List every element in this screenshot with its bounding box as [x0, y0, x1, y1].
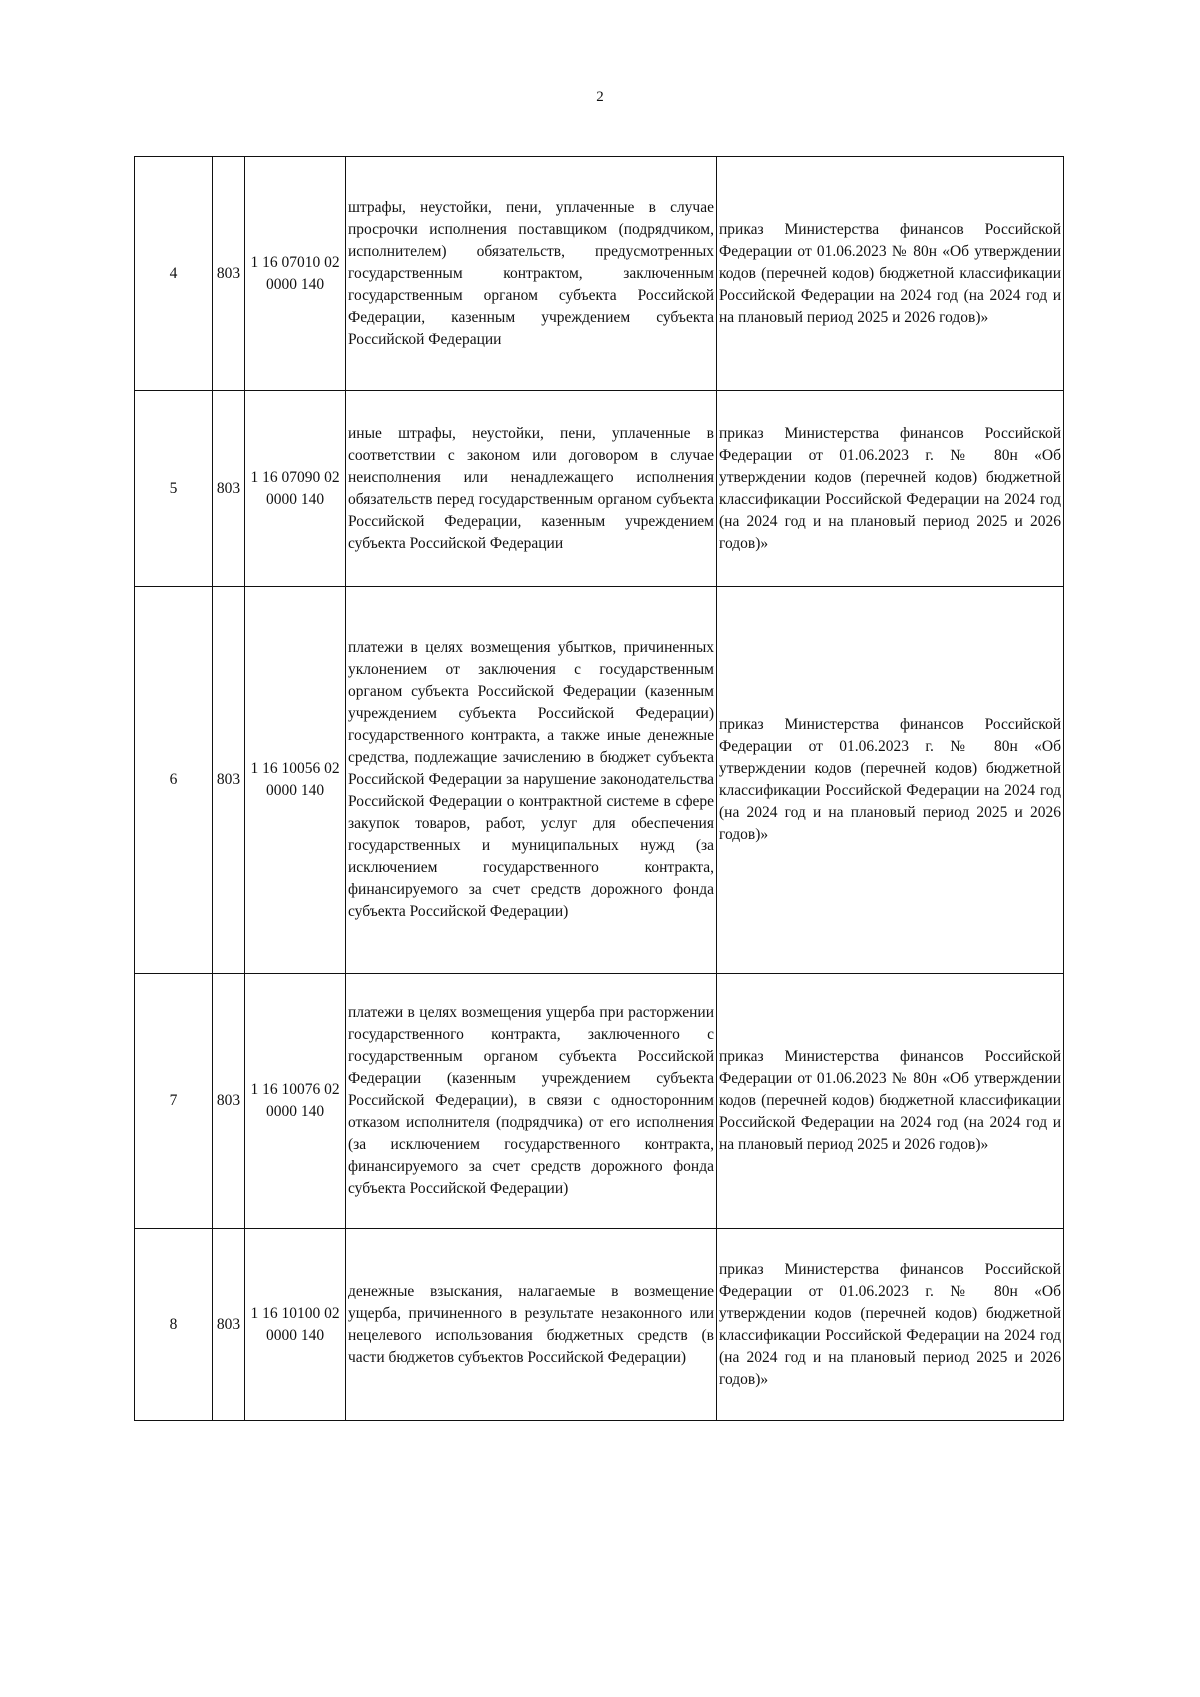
row-number: 7	[135, 974, 213, 1229]
table-row	[135, 391, 1064, 587]
revenue-description: платежи в целях возмещения убытков, причиненных уклонением от заключения с государственным органом субъекта Российской Федерации (казенным учреждением субъекта Российской Федерации) государственного контракта, а также иные денежные средства, подлежащие зачислению в бюджет субъекта Российской Федерации за нарушение законодательства Российской Федерации о контрактной системе в сфере закупок товаров, работ, услуг для обеспечения государственных и муниципальных нужд (за исключением государственного контракта, финансируемого за счет средств дорожного фонда субъекта Российской Федерации)	[346, 587, 717, 974]
legal-basis: приказ Министерства финансов Российской Федерации от 01.06.2023 № 80н «Об утверждении кодов (перечней кодов) бюджетной классификации Российской Федерации на 2024 год (на 2024 год и на плановый период 2025 и 2026 годов)»	[717, 974, 1064, 1229]
page-number: 2	[596, 89, 604, 105]
legal-basis: приказ Министерства финансов Российской Федерации от 01.06.2023 г. № 80н «Об утверждении кодов (перечней кодов) бюджетной классификации Российской Федерации на 2024 год (на 2024 год и на плановый период 2025 и 2026 годов)»	[717, 391, 1064, 587]
table-row	[135, 1229, 1064, 1421]
administrator-code: 803	[213, 974, 245, 1229]
legal-basis: приказ Министерства финансов Российской Федерации от 01.06.2023 г. № 80н «Об утверждении кодов (перечней кодов) бюджетной классификации Российской Федерации на 2024 год (на 2024 год и на плановый период 2025 и 2026 годов)»	[717, 587, 1064, 974]
budget-classification-code: 1 16 07010 02 0000 140	[245, 157, 346, 391]
budget-classification-code: 1 16 10100 02 0000 140	[245, 1229, 346, 1421]
administrator-code: 803	[213, 391, 245, 587]
legal-basis: приказ Министерства финансов Российской Федерации от 01.06.2023 № 80н «Об утверждении кодов (перечней кодов) бюджетной классификации Российской Федерации на 2024 год (на 2024 год и на плановый период 2025 и 2026 годов)»	[717, 157, 1064, 391]
revenue-codes-table	[134, 156, 1064, 1421]
budget-classification-code: 1 16 07090 02 0000 140	[245, 391, 346, 587]
table-row	[135, 974, 1064, 1229]
row-number: 5	[135, 391, 213, 587]
row-number: 8	[135, 1229, 213, 1421]
administrator-code: 803	[213, 587, 245, 974]
row-number: 6	[135, 587, 213, 974]
revenue-description: штрафы, неустойки, пени, уплаченные в случае просрочки исполнения поставщиком (подрядчиком, исполнителем) обязательств, предусмотренных государственным контрактом, заключенным государственным органом субъекта Российской Федерации, казенным учреждением субъекта Российской Федерации	[346, 157, 717, 391]
table-row	[135, 587, 1064, 974]
row-number: 4	[135, 157, 213, 391]
budget-classification-code: 1 16 10076 02 0000 140	[245, 974, 346, 1229]
administrator-code: 803	[213, 157, 245, 391]
revenue-description: иные штрафы, неустойки, пени, уплаченные в соответствии с законом или договором в случае неисполнения или ненадлежащего исполнения обязательств перед государственным органом субъекта Российской Федерации, казенным учреждением субъекта Российской Федерации	[346, 391, 717, 587]
revenue-description: денежные взыскания, налагаемые в возмещение ущерба, причиненного в результате незаконного или нецелевого использования бюджетных средств (в части бюджетов субъектов Российской Федерации)	[346, 1229, 717, 1421]
table-row	[135, 157, 1064, 391]
administrator-code: 803	[213, 1229, 245, 1421]
revenue-description: платежи в целях возмещения ущерба при расторжении государственного контракта, заключенного с государственным органом субъекта Российской Федерации (казенным учреждением субъекта Российской Федерации), в связи с односторонним отказом исполнителя (подрядчика) от его исполнения (за исключением государственного контракта, финансируемого за счет средств дорожного фонда субъекта Российской Федерации)	[346, 974, 717, 1229]
legal-basis: приказ Министерства финансов Российской Федерации от 01.06.2023 г. № 80н «Об утверждении кодов (перечней кодов) бюджетной классификации Российской Федерации на 2024 год (на 2024 год и на плановый период 2025 и 2026 годов)»	[717, 1229, 1064, 1421]
budget-classification-code: 1 16 10056 02 0000 140	[245, 587, 346, 974]
